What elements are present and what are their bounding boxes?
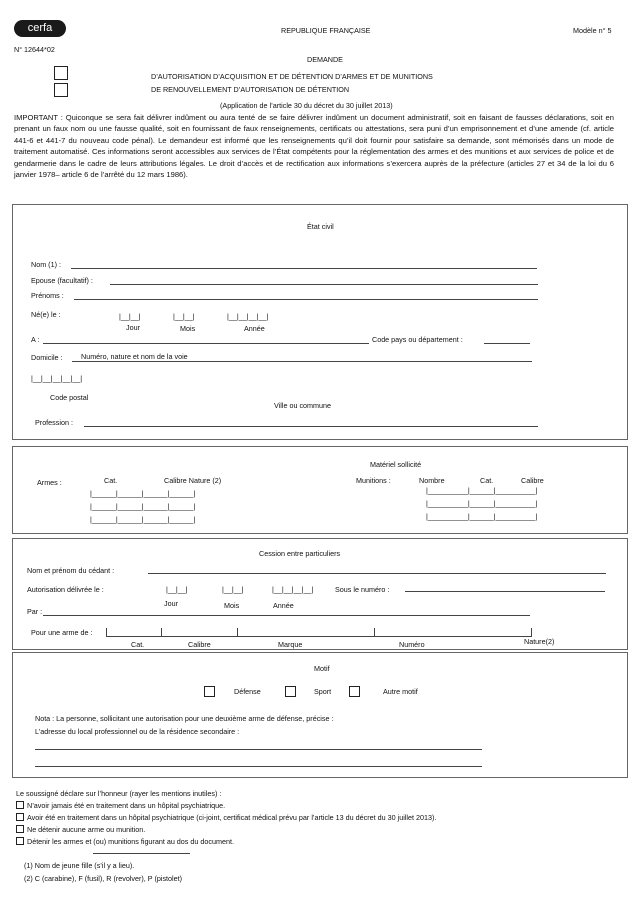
arme-cell-divider: [161, 628, 162, 636]
declaration-checkbox[interactable]: [16, 813, 24, 821]
autre-motif-label: Autre motif: [383, 687, 418, 696]
sport-checkbox[interactable]: [285, 686, 296, 697]
declaration-item[interactable]: [16, 837, 234, 846]
republic-title: REPUBLIQUE FRANÇAISE: [281, 26, 371, 35]
annee-label: Année: [244, 324, 265, 333]
code-postal-label: Code postal: [50, 393, 89, 402]
par-input[interactable]: [43, 615, 530, 616]
birth-year-field[interactable]: |__|__|__|__|: [227, 312, 269, 321]
important-notice: IMPORTANT : Quiconque se sera fait délivrer indûment ou aura tenté de se faire délivrer indûment un document administratif, soit en faisant de fausses déclarations, soit en prenant un faux nom ou une fausse qualité, soit en fournissant de faux renseignements, certificats ou attestations, sera puni d’un emprisonnement et d’une amende (cf. article 441-6 et 441-7 du nouveau code pénal). Le demandeur est informé que les renseignements qu’il doit fournir pour satisfaire sa demande, sont mémorisés dans un mode de traitement automatisé. Ces informations seront accessibles aux services de l’État compétents pour la réglementation des armes et des munitions et aux services de police et de gendarmerie dans le cadre de leurs attributions légales. Le droit d’accès et de rectification aux informations s’exercera auprès de la préfecture (articles 27 et 34 de la loi du 6 janvier 1978– article 6 de l’arrêté du 12 mars 1986).: [14, 113, 614, 180]
declaration-item-label: Avoir été en traitement dans un hôpital psychiatrique (ci-joint, certificat médical prévu par l’article 13 du décret du 30 juillet 2013).: [27, 813, 437, 822]
etat-civil-title: État civil: [307, 222, 334, 231]
declaration-item[interactable]: [16, 825, 145, 834]
cedant-input[interactable]: [148, 573, 606, 574]
munitions-calibre-header: Calibre: [521, 476, 544, 485]
model-number: Modèle n° 5: [573, 26, 612, 35]
option-renouvellement-checkbox[interactable]: [54, 83, 68, 97]
munitions-label: Munitions :: [356, 476, 391, 485]
birth-day-field[interactable]: |__|__|: [119, 312, 141, 321]
adresse-input-line-2[interactable]: [35, 766, 482, 767]
footnote-separator: [93, 853, 190, 854]
declaration-item-label: Ne détenir aucune arme ou munition.: [27, 825, 146, 834]
arme-row[interactable]: |______|______|______|______|: [90, 502, 196, 511]
autorisation-day-field[interactable]: |__|__|: [166, 585, 188, 594]
par-label: Par :: [27, 607, 43, 616]
mois-label: Mois: [180, 324, 196, 333]
autorisation-month-field[interactable]: |__|__|: [222, 585, 244, 594]
birth-month-field[interactable]: |__|__|: [173, 312, 195, 321]
arme-numero-label: Numéro: [399, 640, 425, 649]
arme-nature-label: Nature(2): [524, 637, 555, 646]
cedant-label: Nom et prénom du cédant :: [27, 566, 115, 575]
arme-calibre-label: Calibre: [188, 640, 211, 649]
sous-numero-label: Sous le numéro :: [335, 585, 390, 594]
profession-input[interactable]: [84, 426, 538, 427]
cession-annee-label: Année: [273, 601, 294, 610]
cerfa-logo: cerfa: [14, 20, 66, 37]
declaration-item[interactable]: [16, 813, 436, 822]
declaration-item-label: N’avoir jamais été en traitement dans un hôpital psychiatrique.: [27, 801, 226, 810]
lieu-input[interactable]: [43, 343, 369, 344]
option-acquisition-label: D’AUTORISATION D’ACQUISITION ET DE DÉTENTION D’ARMES ET DE MUNITIONS: [151, 72, 433, 81]
cession-jour-label: Jour: [164, 599, 178, 608]
epouse-label: Epouse (facultatif) :: [31, 276, 93, 285]
nom-input[interactable]: [71, 268, 537, 269]
nom-label: Nom (1) :: [31, 260, 61, 269]
munition-row[interactable]: |__________|______|__________|: [426, 499, 538, 508]
code-postal-field[interactable]: |__|__|__|__|__|: [31, 374, 83, 383]
arme-cell-divider: [374, 628, 375, 636]
arme-cat-label: Cat.: [131, 640, 145, 649]
code-pays-input[interactable]: [484, 343, 530, 344]
declaration-checkbox[interactable]: [16, 837, 24, 845]
jour-label: Jour: [126, 323, 140, 332]
epouse-input[interactable]: [110, 284, 538, 285]
application-note: (Application de l’article 30 du décret du 30 juillet 2013): [220, 101, 393, 110]
form-number: N° 12644*02: [14, 45, 55, 54]
arme-cell-divider: [106, 628, 107, 636]
armes-label: Armes :: [37, 478, 62, 487]
domicile-label: Domicile :: [31, 353, 63, 362]
materiel-title: Matériel sollicité: [370, 460, 422, 469]
munition-row[interactable]: |__________|______|__________|: [426, 486, 538, 495]
arme-cell-divider: [531, 628, 532, 636]
option-renouvellement-label: DE RENOUVELLEMENT D’AUTORISATION DE DÉTENTION: [151, 85, 350, 94]
arme-de-label: Pour une arme de :: [31, 628, 93, 637]
demande-title: DEMANDE: [307, 55, 343, 64]
prenoms-label: Prénoms :: [31, 291, 64, 300]
arme-row[interactable]: |______|______|______|______|: [90, 515, 196, 524]
code-pays-label: Code pays ou département :: [372, 335, 463, 344]
domicile-hint: Numéro, nature et nom de la voie: [81, 352, 188, 361]
motif-title: Motif: [314, 664, 330, 673]
declaration-intro: Le soussigné déclare sur l’honneur (rayer les mentions inutiles) :: [16, 789, 222, 798]
footnote-1: (1) Nom de jeune fille (s’il y a lieu).: [24, 861, 135, 870]
cession-mois-label: Mois: [224, 601, 240, 610]
autorisation-year-field[interactable]: |__|__|__|__|: [272, 585, 314, 594]
nota-text: Nota : La personne, sollicitant une autorisation pour une deuxième arme de défense, précise :: [35, 714, 334, 723]
domicile-input[interactable]: [72, 361, 532, 362]
declaration-item-label: Détenir les armes et (ou) munitions figurant au dos du document.: [27, 837, 234, 846]
lieu-label: A :: [31, 335, 40, 344]
declaration-checkbox[interactable]: [16, 801, 24, 809]
armes-calibre-nature-header: Calibre Nature (2): [164, 476, 222, 485]
option-acquisition-checkbox[interactable]: [54, 66, 68, 80]
ne-le-label: Né(e) le :: [31, 310, 61, 319]
adresse-input-line-1[interactable]: [35, 749, 482, 750]
defense-label: Défense: [234, 687, 261, 696]
munitions-nombre-header: Nombre: [419, 476, 445, 485]
autre-motif-checkbox[interactable]: [349, 686, 360, 697]
arme-marque-label: Marque: [278, 640, 303, 649]
munitions-cat-header: Cat.: [480, 476, 494, 485]
autorisation-label: Autorisation délivrée le :: [27, 585, 104, 594]
prenoms-input[interactable]: [74, 299, 538, 300]
cession-title: Cession entre particuliers: [259, 549, 341, 558]
profession-label: Profession :: [35, 418, 73, 427]
footnote-2: (2) C (carabine), F (fusil), R (revolver), P (pistolet): [24, 874, 183, 883]
munition-row[interactable]: |__________|______|__________|: [426, 512, 538, 521]
arme-cell-divider: [237, 628, 238, 636]
arme-row[interactable]: |______|______|______|______|: [90, 489, 196, 498]
sport-label: Sport: [314, 687, 332, 696]
adresse-text: L’adresse du local professionnel ou de la résidence secondaire :: [35, 727, 240, 736]
ville-label: Ville ou commune: [274, 401, 331, 410]
arme-de-input[interactable]: [106, 636, 532, 637]
defense-checkbox[interactable]: [204, 686, 215, 697]
sous-numero-input[interactable]: [405, 591, 605, 592]
armes-cat-header: Cat.: [104, 476, 118, 485]
declaration-item[interactable]: [16, 801, 225, 810]
declaration-checkbox[interactable]: [16, 825, 24, 833]
